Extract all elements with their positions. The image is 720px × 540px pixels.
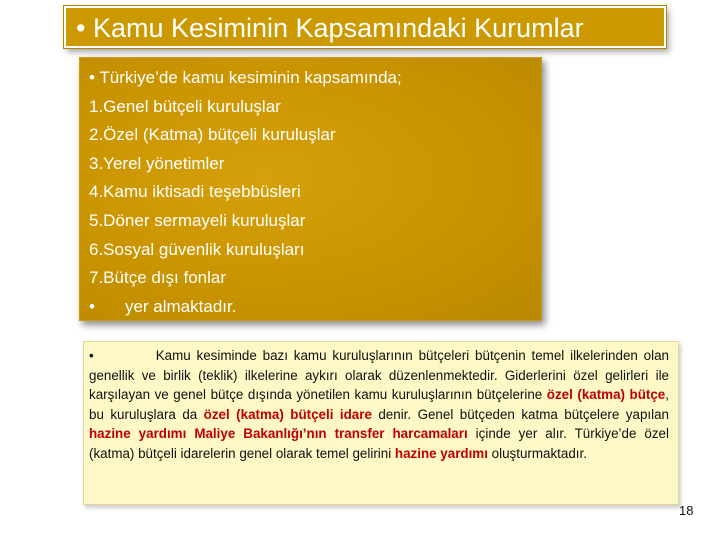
paragraph-text: Kamu kesiminde bazı kamu kuruluşlarının bütçeleri bütçenin temel ilkelerinden olan genellik ve birlik (teklik) ilkelerine aykırı olarak düzenlenmektedir. Giderlerini özel gelirleri ile karşılayan ve genel bütçe dışında yönetilen kamu kuruluşlarının bütçelerine bbox=[89, 348, 669, 403]
closing-text: yer almaktadır. bbox=[124, 296, 237, 316]
paragraph-text: oluşturmaktadır. bbox=[487, 445, 587, 461]
paragraph-text: içinde yer alır. Türkiye’de özel (katma) bütçeli idarelerin genel olarak temel gelirini bbox=[89, 426, 669, 461]
highlight-term: hazine yardımı bbox=[89, 426, 187, 442]
list-item: 6.Sosyal güvenlik kuruluşları bbox=[89, 239, 305, 259]
explanation-paragraph bbox=[89, 346, 669, 464]
list-item-closing bbox=[89, 293, 402, 322]
list-item: 1.Genel bütçeli kuruluşlar bbox=[89, 96, 281, 116]
slide-title-bar bbox=[64, 6, 666, 48]
highlight-term: hazine yardımı bbox=[394, 445, 488, 461]
list-item: • Türkiye’de kamu kesiminin kapsamında; bbox=[89, 68, 402, 87]
slide-title: • Kamu Kesiminin Kapsamındaki Kurumlar bbox=[76, 13, 584, 43]
page-number: 18 bbox=[679, 503, 694, 518]
paragraph-text: , bu kuruluşlara da bbox=[89, 387, 669, 422]
explanation-box bbox=[83, 341, 679, 505]
list-item: 5.Döner sermayeli kuruluşlar bbox=[89, 210, 306, 230]
bullet-icon: • bbox=[89, 296, 95, 316]
list-item: 4.Kamu iktisadi teşebbüsleri bbox=[89, 182, 301, 202]
highlight-term: özel (katma) bütçeli idare bbox=[203, 406, 372, 422]
paragraph-text: denir. Genel bütçeden katma bütçelere yapılan bbox=[371, 406, 669, 422]
highlight-term: Maliye Bakanlığı’nın transfer harcamaları bbox=[194, 426, 468, 442]
institutions-list-box bbox=[79, 57, 542, 321]
list-item: 3.Yerel yönetimler bbox=[89, 153, 225, 173]
list-item: 7.Bütçe dışı fonlar bbox=[89, 268, 227, 288]
highlight-term: özel (katma) bütçe bbox=[546, 387, 666, 403]
institutions-list bbox=[89, 64, 402, 321]
list-item: 2.Özel (Katma) bütçeli kuruluşlar bbox=[89, 125, 336, 145]
bullet-icon: • bbox=[89, 348, 94, 363]
